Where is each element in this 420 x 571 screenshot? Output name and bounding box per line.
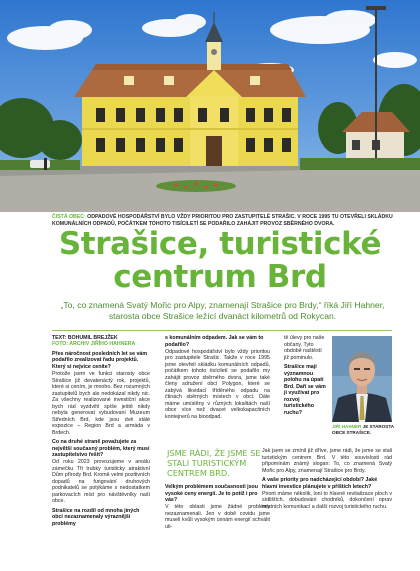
article-headline (50, 228, 390, 294)
town-hall-photo (0, 0, 420, 212)
caption-text: ODPADOVÉ HOSPODÁŘSTVÍ BYLO VŽDY PRIORITOU PRO ZASTUPITELÉ STRAŠIC. V ROCE 1995 TU OTEVŘELI SKLÁDKU KOMUNÁLNÍCH ODPADŮ, POČÁTKEM TOHOTO TISÍCILETÍ SE PODAŘILO ZAHÁJIT PROVOZ SBĚRNÉHO DVORA. (52, 214, 393, 227)
pull-quote: JSME RÁDI, ŽE JSME SE STALI TURISTICKÝM CENTREM BRD. (167, 448, 261, 478)
answer: Jak jsem se zmínil již dříve, jsme rádi, že jsme se stali turistickým centrem Brd. V této souvislosti rád připomínám známý slogan: To, co znamená Svatý Mořic pro Alpy, znamenají Strašice pro Brdy. (262, 448, 392, 474)
headline-line-1: Strašice, turistické (58, 226, 382, 262)
column-2-lower (165, 484, 270, 531)
question: Strašice na rozdíl od mnoha jiných obcí nezaznamenaly výraznější problémy (52, 507, 140, 527)
column-1 (52, 335, 150, 528)
column-3-lower (262, 448, 392, 511)
divider-rule (52, 330, 392, 331)
photo-credit: FOTO: ARCHIV JIŘÍHO HAHNERA (52, 341, 136, 348)
question: Co na druhé straně považujete za největší současný problém, který musí zastupitelstvo řešit? (52, 439, 150, 459)
headline-line-2: centrum Brd (113, 259, 327, 295)
answer: Priorit máme několik, loni to hlavně revitalizace ploch v sídlištích, dobudování chodníků, dokončení oprav místních komunikací a další rozvoj turistického ruchu. (262, 490, 392, 510)
portrait-caption (332, 424, 394, 435)
question: A vaše priority pro nadcházející období? Jaké hlavní investice plánujete v příštích letech? (262, 477, 378, 490)
column-3 (284, 335, 328, 417)
answer: V této oblasti jsme žádné problémy nezaznamenali. Jen v době covidu jsme museli kvůli vysokým cenám energií schválit uti- (165, 504, 270, 530)
question: Velkým problémem současnosti jsou vysoké ceny energií. Je to potíž i pro vás? (165, 484, 259, 503)
portrait-role: JE STAROSTA OBCE STRAŠICE. (332, 424, 394, 435)
portrait-name: JIŘÍ HAHNER (332, 424, 362, 429)
answer: tě úlevy pro naše občany. Tyto obdobě naštěstí již pominulo. (284, 335, 325, 361)
standfirst: „To, co znamená Svatý Mořic pro Alpy, znamenají Strašice pro Brdy,“ říká Jiří Hahner, starosta obce Strašice ležící dvanáct kilometrů od Rokycan. (60, 300, 385, 321)
question: Přes náročnost posledních let se vám podařilo zrealizovat řadu projektů. Který si nejvíce ceníte? (52, 350, 148, 370)
column-2 (165, 335, 270, 421)
text-credit: TEXT: BOHUMIL BREJŽEK (52, 335, 118, 341)
answer: Od roku 2023 provozujeme v areálu zámečku Tři trubky turisticky atraktivní Dům přírody Brd. Kromě velmi pozitivních dopadů na fungování druhových podnikatelů se potýkáme s nedostatkem parkovacích míst pro návštěvníky naší obce. (52, 459, 150, 505)
answer: Odpadové hospodářství bylo vždy prioritou pro zastupitele Strašic. Takže v roce 1995 jsme otevřeli skládku komunálních odpadů, počátkem tohoto tisíciletí se podařilo my zahájit provoz sběrného dvora, jsme také členy sdružení obcí Polygon, které se zabývá likvidací tříděného odpadu na čtinách sběrných místech v obci. Dále máme umístěny v různých lokalitách naší obce více než dvacet velkokapacitních kontejnerů na bioodpad. (165, 348, 270, 420)
question: s komunálním odpadem. Jak se vám to podařilo? (165, 335, 264, 348)
question: Strašice mají významnou polohu na úpatí Brd. Daří se vám ji využívat pro rozvoj turistického ruchu? (284, 364, 326, 416)
mayor-portrait (332, 336, 392, 422)
answer: Protože jsem ve funkci starosty obce Strašice již devatenáctý rok, projektů, které si cením, je mnoho. Bez rozumných zastupitelů bych ale nedokázal nikdy nic. Za všechny realizované investiční akce bych rád vyzdvihl spíše ještě nikdy nebyla generovat vybudovaní Muzeum Středních Brd, kde jsou dvě stálé expozice – Region Brd a armáda v Brdech. (52, 371, 150, 436)
caption-lead: ČISTÁ OBEC: (52, 214, 86, 220)
